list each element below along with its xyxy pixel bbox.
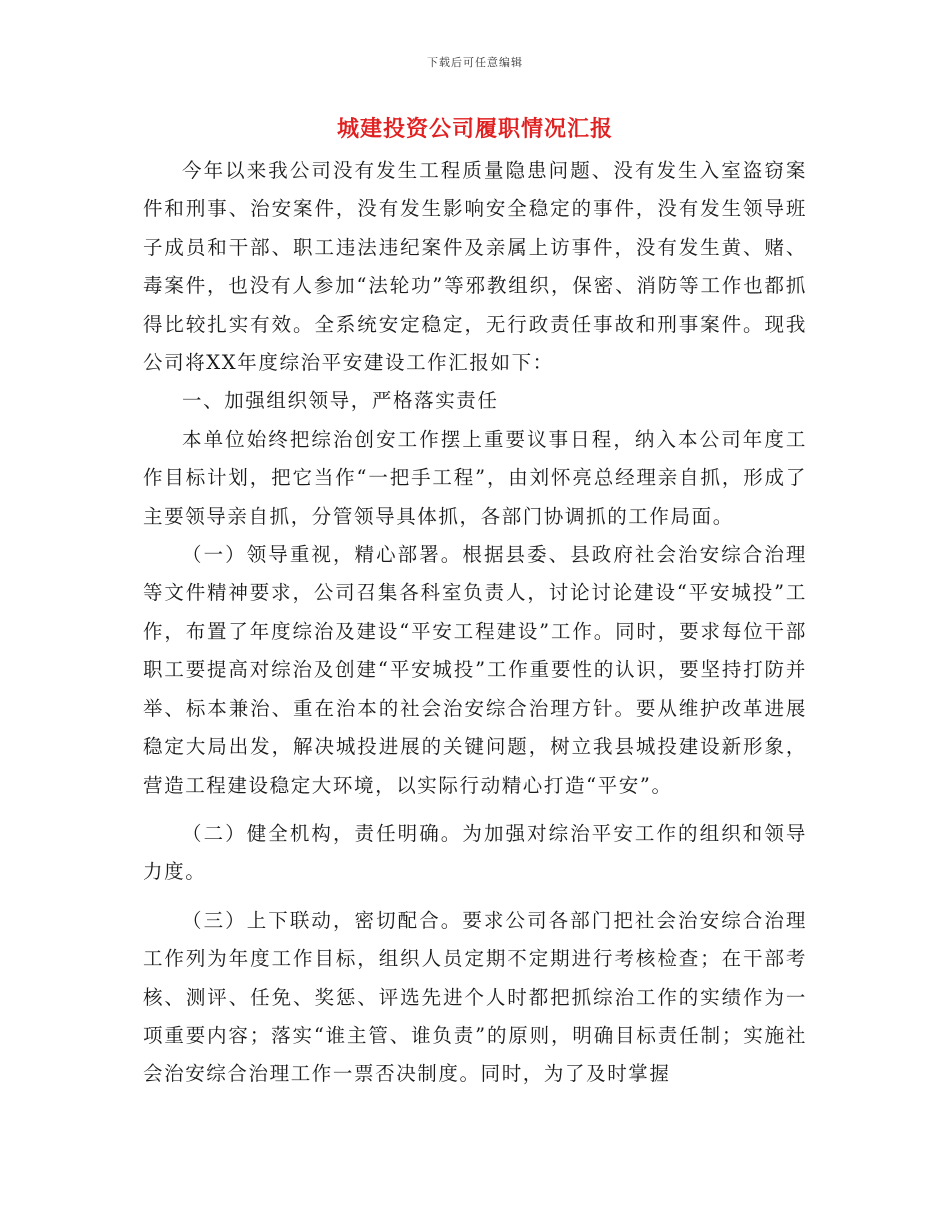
paragraph-item-3: （三）上下联动，密切配合。要求公司各部门把社会治安综合治理工作列为年度工作目标，组织人员定期不定期进行考核检查；在干部考核、测评、任免、奖惩、评选先进个人时都把抓综治工作的实绩作为一项重要内容；落实“谁主管、谁负责”的原则，明确目标责任制；实施社会治安综合治理工作一票否决制度。同时，为了及时掌握 <box>143 908 807 1086</box>
document-body <box>143 152 807 1094</box>
section-heading-1: 一、加强组织领导，严格落实责任 <box>182 389 499 413</box>
paragraph-intro: 今年以来我公司没有发生工程质量隐患问题、没有发生入室盗窃案件和刑事、治安案件，没有发生影响安全稳定的事件，没有发生领导班子成员和干部、职工违法违纪案件及亲属上访事件，没有发生黄、赌、毒案件，也没有人参加“法轮功”等邪教组织，保密、消防等工作也都抓得比较扎实有效。全系统安定稳定，无行政责任事故和刑事案件。现我公司将XX年度综治平安建设工作汇报如下： <box>143 159 807 375</box>
header-note: 下载后可任意编辑 <box>427 56 523 69</box>
paragraph-section-1: 本单位始终把综治创安工作摆上重要议事日程，纳入本公司年度工作目标计划，把它当作“一把手工程”，由刘怀亮总经理亲自抓，形成了主要领导亲自抓，分管领导具体抓，各部门协调抓的工作局面。 <box>143 427 807 528</box>
paragraph-item-1: （一）领导重视，精心部署。根据县委、县政府社会治安综合治理等文件精神要求，公司召集各科室负责人，讨论讨论建设“平安城投”工作，布置了年度综治及建设“平安工程建设”工作。同时，要求每位干部职工要提高对综治及创建“平安城投”工作重要性的认识，要坚持打防并举、标本兼治、重在治本的社会治安综合治理方针。要从维护改革进展稳定大局出发，解决城投进展的关键问题，树立我县城投建设新形象，营造工程建设稳定大环境，以实际行动精心打造“平安”。 <box>143 543 807 797</box>
paragraph-item-2: （二）健全机构，责任明确。为加强对综治平安工作的组织和领导力度。 <box>143 821 807 884</box>
page-title: 城建投资公司履职情况汇报 <box>336 116 613 142</box>
